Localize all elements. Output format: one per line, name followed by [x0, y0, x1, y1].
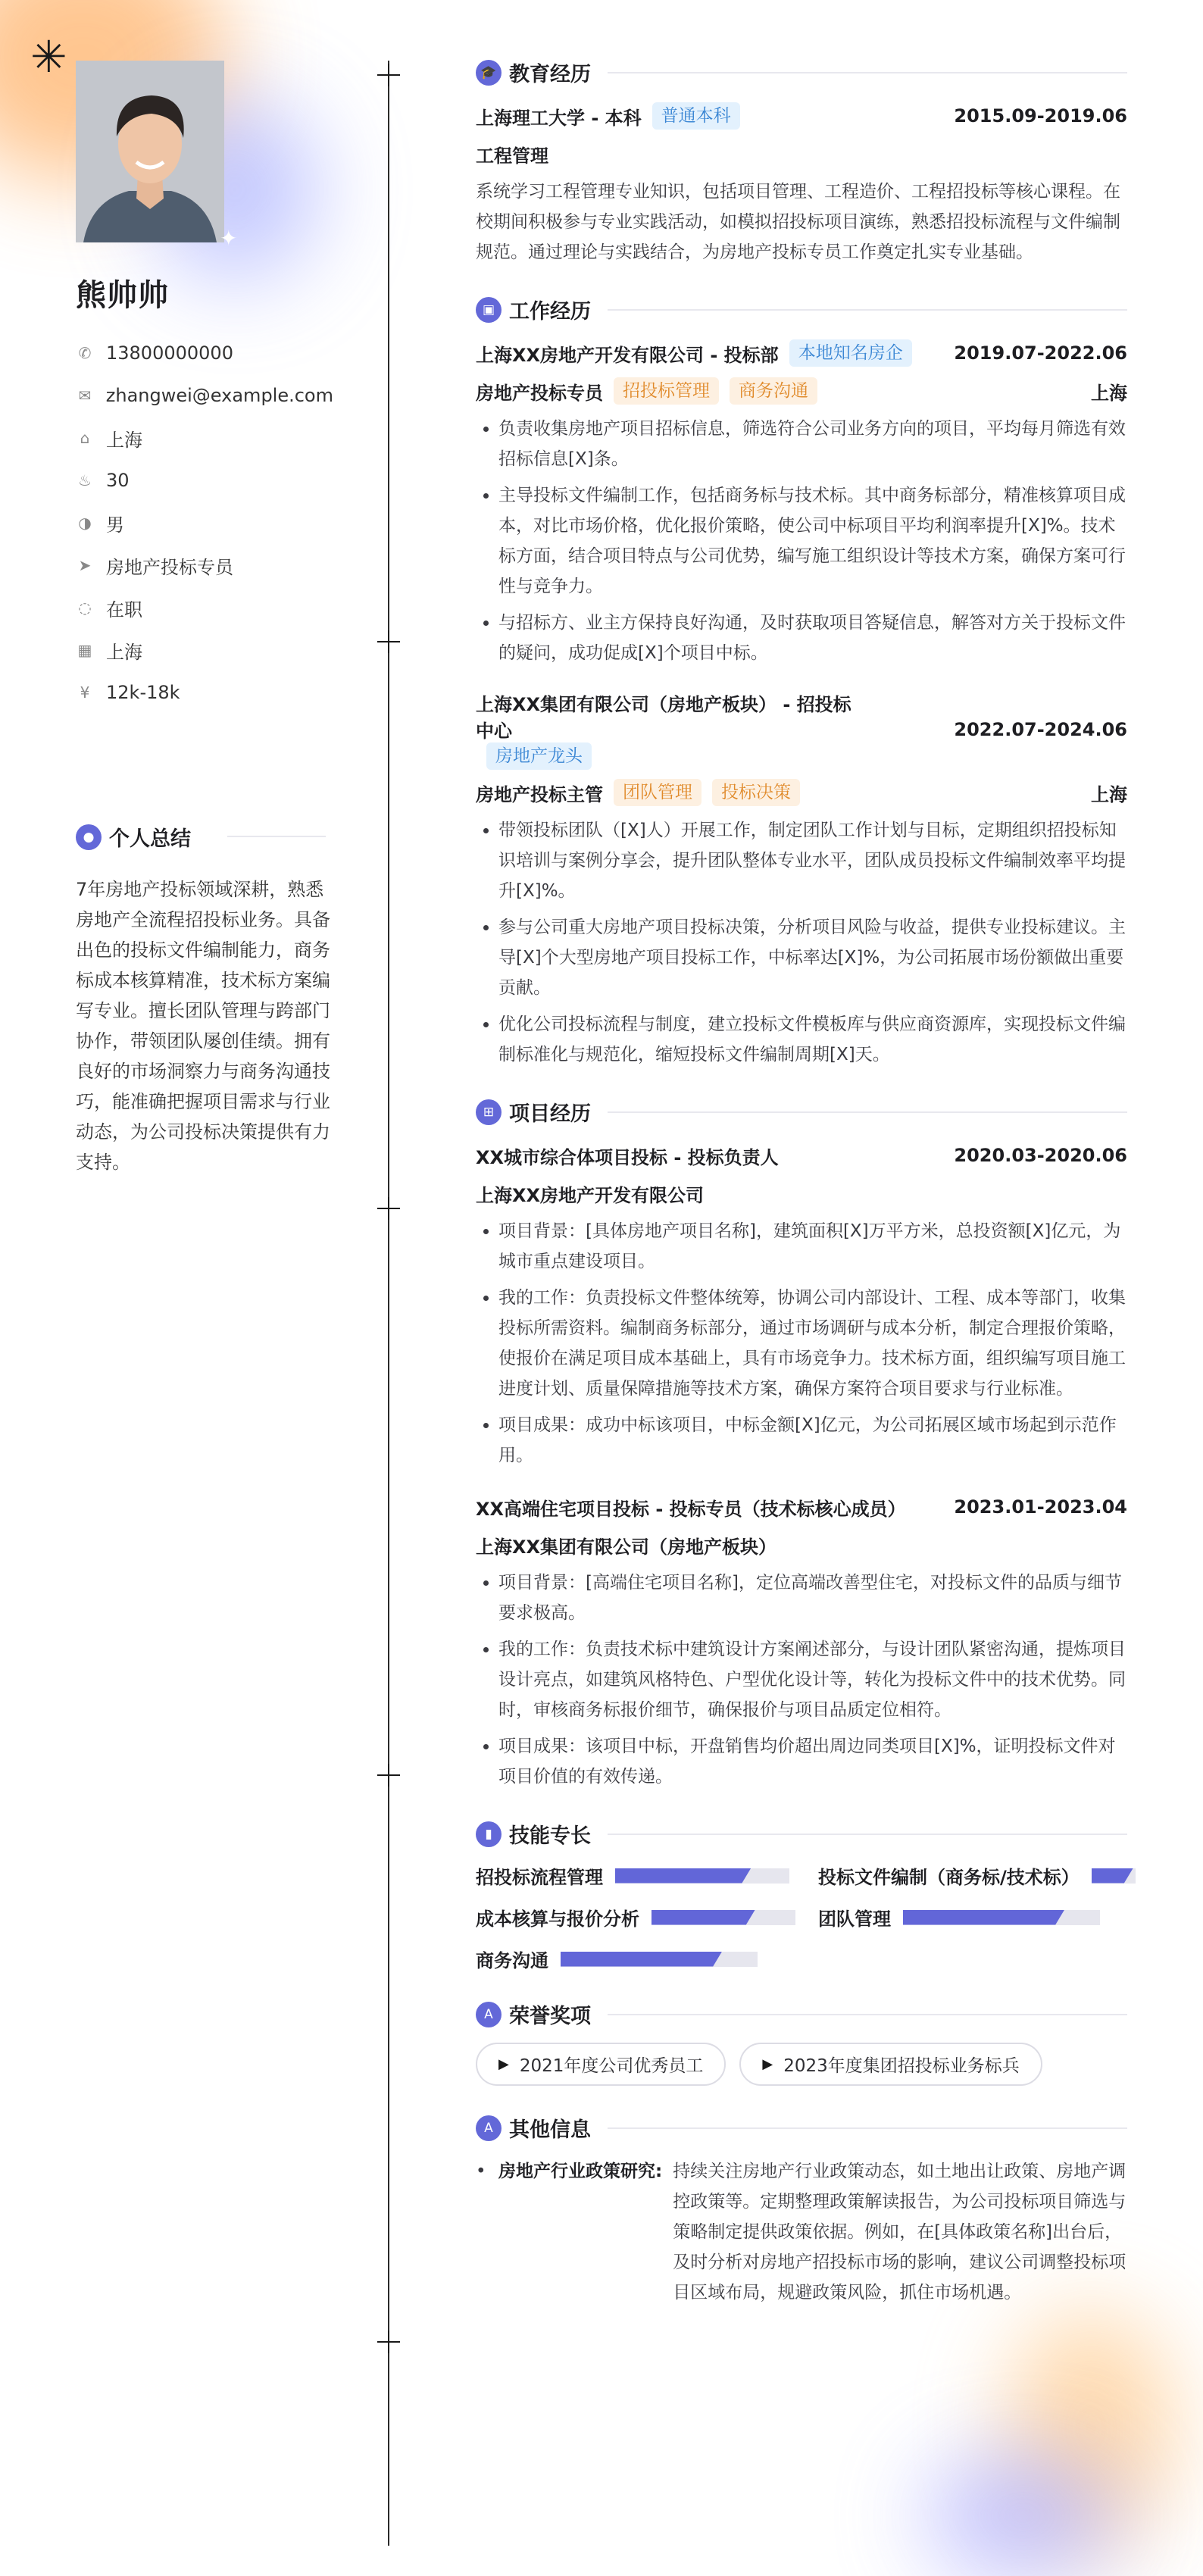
main-content	[476, 58, 1127, 2335]
skill-item: 团队管理	[818, 1904, 1136, 1930]
info-icon: A	[476, 2115, 502, 2141]
project-bullets	[476, 1216, 1127, 1471]
cake-icon: ♨	[78, 471, 92, 489]
bullet-item: • 主导投标文件编制工作，包括商务标与技术标。其中商务标部分，精准核算项目成本，对比市场价格，优化报价策略，使公司中标项目平均利润率提升[X]%。技术标方面，结合项目特点与公司优势，编写施工组织设计等技术方案，确保方案可行性与竞争力。	[498, 480, 1127, 602]
education-row	[476, 101, 1127, 131]
timeline-marker	[377, 1764, 400, 1787]
graduation-cap-icon: 🎓	[476, 60, 502, 86]
project-header	[476, 1492, 1127, 1522]
project-org-row	[476, 1178, 1127, 1208]
other-section	[476, 2113, 1127, 2308]
timeline-marker	[377, 630, 400, 653]
job-date: 2022.07-2024.06	[954, 719, 1127, 740]
home-icon: ⌂	[80, 429, 90, 447]
job-header	[476, 338, 1127, 368]
bullet-item: • 项目背景：[具体房地产项目名称]，建筑面积[X]万平方米，总投资额[X]亿元，为城市重点建设项目。	[498, 1216, 1127, 1277]
info-gender: ◑ 男	[76, 502, 333, 544]
play-icon: ▶	[498, 2056, 509, 2072]
send-icon: ➤	[78, 556, 92, 574]
section-header: ▣ 工作经历	[476, 295, 1127, 324]
section-header: ▮ 技能专长	[476, 1819, 1127, 1849]
bullet-item: • 负责收集房地产项目招标信息，筛选符合公司业务方向的项目，平均每月筛选有效招标信息[X]条。	[498, 414, 1127, 474]
timeline-marker	[377, 64, 400, 86]
job-entry	[476, 338, 1127, 668]
skill-bar-fill	[1092, 1868, 1133, 1884]
bullet-item: • 项目成果：成功中标该项目，中标金额[X]亿元，为公司拓展区域市场起到示范作用。	[498, 1410, 1127, 1471]
section-header: ⊞ 项目经历	[476, 1097, 1127, 1127]
skill-item: 成本核算与报价分析	[476, 1904, 795, 1930]
skill-item: 招投标流程管理	[476, 1862, 795, 1889]
honors-list	[476, 2043, 1127, 2086]
info-target-job: ➤ 房地产投标专员	[76, 544, 333, 586]
profile-photo	[76, 61, 224, 242]
asterisk-icon: ✳	[30, 31, 67, 83]
skill-item: 投标文件编制（商务标/技术标）	[818, 1862, 1136, 1889]
timeline-line	[388, 61, 389, 2546]
section-header: 🎓 教育经历	[476, 58, 1127, 87]
bullet-item: • 项目成果：该项目中标，开盘销售均价超出周边同类项目[X]%，证明投标文件对项目价值的有效传递。	[498, 1731, 1127, 1792]
projects-section	[476, 1097, 1127, 1792]
job-date: 2019.07-2022.06	[954, 342, 1127, 364]
phone-icon: ✆	[78, 344, 92, 362]
education-section	[476, 58, 1127, 267]
skill-tag: 招投标管理	[614, 377, 719, 405]
salary-icon: ¥	[80, 683, 90, 702]
play-icon: ▶	[762, 2056, 773, 2072]
award-icon: A	[476, 2002, 502, 2027]
timeline-marker	[377, 2331, 400, 2353]
skill-tag: 投标决策	[712, 779, 800, 806]
job-bullets	[476, 815, 1127, 1070]
project-entry	[476, 1140, 1127, 1471]
grid-icon: ⊞	[476, 1099, 502, 1125]
major-row	[476, 139, 1127, 169]
education-date: 2015.09-2019.06	[954, 105, 1127, 127]
info-status: ◌ 在职	[76, 586, 333, 629]
info-age: ♨ 30	[76, 459, 333, 502]
job-entry	[476, 689, 1127, 1070]
job-header	[476, 689, 1127, 770]
skill-bar	[903, 1910, 1100, 1925]
education-desc: 系统学习工程管理专业知识，包括项目管理、工程造价、工程招投标等核心课程。在校期间积极参与专业实践活动，如模拟招投标项目演练，熟悉招投标流程与文件编制规范。通过理论与实践结合，为房地产投标专员工作奠定扎实专业基础。	[476, 182, 1120, 262]
job-city: 上海	[1091, 382, 1127, 404]
school-name: 上海理工大学 - 本科	[476, 107, 642, 129]
job-bullets	[476, 414, 1127, 668]
honors-section	[476, 1999, 1127, 2086]
project-org: 上海XX集团有限公司（房地产板块）	[476, 1536, 777, 1558]
info-phone: ✆ 13800000000	[76, 332, 333, 374]
company-name: 上海XX集团有限公司（房地产板块） - 招投标中心	[476, 694, 851, 742]
bullet-item: • 我的工作：负责技术标中建筑设计方案阐述部分，与设计团队紧密沟通，提炼项目设计亮点，如建筑风格特色、户型优化设计等，转化为投标文件中的技术优势。同时，审核商务标报价细节，确保报价与项目品质定位相符。	[498, 1634, 1127, 1725]
skill-bar	[615, 1868, 789, 1884]
other-item	[476, 2156, 1127, 2308]
divider	[608, 2127, 1127, 2129]
project-bullets	[476, 1568, 1127, 1792]
building-icon: ▦	[77, 641, 92, 659]
info-salary: ¥ 12k-18k	[76, 671, 333, 714]
divider	[608, 72, 1127, 73]
section-header: A 其他信息	[476, 2113, 1127, 2143]
divider	[608, 2014, 1127, 2015]
skill-bar-fill	[615, 1868, 751, 1884]
bullet-item: • 参与公司重大房地产项目投标决策，分析项目风险与收益，提供专业投标建议。主导[X]个大型房地产项目投标工作，中标率达[X]%，为公司拓展市场份额做出重要贡献。	[498, 912, 1127, 1003]
mail-icon: ✉	[78, 386, 92, 405]
skill-bar	[1092, 1868, 1136, 1884]
info-target-city: ▦ 上海	[76, 629, 333, 671]
skill-bar	[561, 1952, 758, 1967]
project-name: XX高端住宅项目投标 - 投标专员（技术标核心成员）	[476, 1498, 906, 1520]
project-entry	[476, 1492, 1127, 1792]
candidate-name: 熊帅帅	[76, 278, 169, 313]
job-city: 上海	[1091, 783, 1127, 805]
skill-bar-fill	[903, 1910, 1064, 1925]
other-label: 房地产行业政策研究:	[498, 2162, 663, 2181]
skills-grid	[476, 1862, 1127, 1972]
company-name: 上海XX房地产开发有限公司 - 投标部	[476, 344, 779, 366]
divider	[608, 1111, 1127, 1113]
company-tag: 本地知名房企	[789, 339, 912, 367]
honor-badge: ▶ 2023年度集团招投标业务标兵	[739, 2043, 1042, 2086]
bullet-item: • 与招标方、业主方保持良好沟通，及时获取项目答疑信息，解答对方关于投标文件的疑问，成功促成[X]个项目中标。	[498, 608, 1127, 668]
info-email: ✉ zhangwei@example.com	[76, 374, 333, 417]
major: 工程管理	[476, 145, 548, 167]
summary-heading: ● 个人总结	[76, 822, 191, 852]
bullet-item: • 带领投标团队（[X]人）开展工作，制定团队工作计划与目标，定期组织招投标知识培训与案例分享会，提升团队整体专业水平，团队成员投标文件编制效率平均提升[X]%。	[498, 815, 1127, 906]
skills-section	[476, 1819, 1127, 1972]
divider	[227, 836, 326, 837]
job-role-row	[476, 376, 1127, 406]
other-text: 持续关注房地产行业政策动态，如土地出让政策、房地产调控政策等。定期整理政策解读报告，为公司投标项目筛选与策略制定提供政策依据。例如，在[具体政策名称]出台后，及时分析对房地产招投标市场的影响，建议公司调整投标项目区域布局，规避政策风险，抓住市场机遇。	[673, 2162, 1126, 2302]
bullet-item: • 优化公司投标流程与制度，建立投标文件模板库与供应商资源库，实现投标文件编制标准化与规范化，缩短投标文件编制周期[X]天。	[498, 1009, 1127, 1070]
skill-item: 商务沟通	[476, 1946, 795, 1972]
info-location: ⌂ 上海	[76, 417, 333, 459]
project-date: 2023.01-2023.04	[954, 1496, 1127, 1518]
job-role-row	[476, 777, 1127, 808]
job-role: 房地产投标主管	[476, 783, 603, 805]
company-tag: 房地产龙头	[486, 742, 592, 770]
school-tag: 普通本科	[652, 102, 740, 130]
skill-bar-fill	[651, 1910, 755, 1925]
decorative-gradient	[924, 2455, 1121, 2576]
bullet-dot: •	[476, 2162, 486, 2181]
divider	[608, 309, 1127, 311]
status-icon: ◌	[78, 599, 92, 617]
work-section	[476, 295, 1127, 1070]
chart-icon: ▮	[476, 1821, 502, 1847]
skill-tag: 商务沟通	[730, 377, 817, 405]
divider	[608, 1834, 1127, 1835]
job-role: 房地产投标专员	[476, 382, 603, 404]
project-name: XX城市综合体项目投标 - 投标负责人	[476, 1146, 779, 1168]
project-org: 上海XX房地产开发有限公司	[476, 1184, 705, 1206]
project-date: 2020.03-2020.06	[954, 1145, 1127, 1166]
honor-badge: ▶ 2021年度公司优秀员工	[476, 2043, 726, 2086]
summary-text: 7年房地产投标领域深耕，熟悉房地产全流程招投标业务。具备出色的投标文件编制能力，商务标成本核算精准，技术标方案编写专业。擅长团队管理与跨部门协作，带领团队屡创佳绩。拥有良好的市场洞察力与商务沟通技巧，能准确把握项目需求与行业动态，为公司投标决策提供有力支持。	[76, 879, 330, 1173]
bullet-item: • 我的工作：负责投标文件整体统筹，协调公司内部设计、工程、成本等部门，收集投标所需资料。编制商务标部分，通过市场调研与成本分析，制定合理报价策略，使报价在满足项目成本基础上，具有市场竞争力。技术标方面，组织编写项目施工进度计划、质量保障措施等技术方案，确保方案符合项目要求与行业标准。	[498, 1283, 1127, 1404]
contact-info-list	[76, 332, 333, 714]
skill-bar	[651, 1910, 795, 1925]
section-header: A 荣誉奖项	[476, 1999, 1127, 2029]
skill-tag: 团队管理	[614, 779, 701, 806]
timeline-marker	[377, 1197, 400, 1220]
project-org-row	[476, 1530, 1127, 1560]
project-header	[476, 1140, 1127, 1171]
gender-icon: ◑	[78, 514, 92, 532]
user-icon: ●	[76, 824, 102, 850]
sparkle-icon: ✦	[220, 226, 238, 251]
skill-bar-fill	[561, 1952, 722, 1967]
bullet-item: • 项目背景：[高端住宅项目名称]，定位高端改善型住宅，对投标文件的品质与细节要求极高。	[498, 1568, 1127, 1628]
briefcase-icon: ▣	[476, 297, 502, 323]
